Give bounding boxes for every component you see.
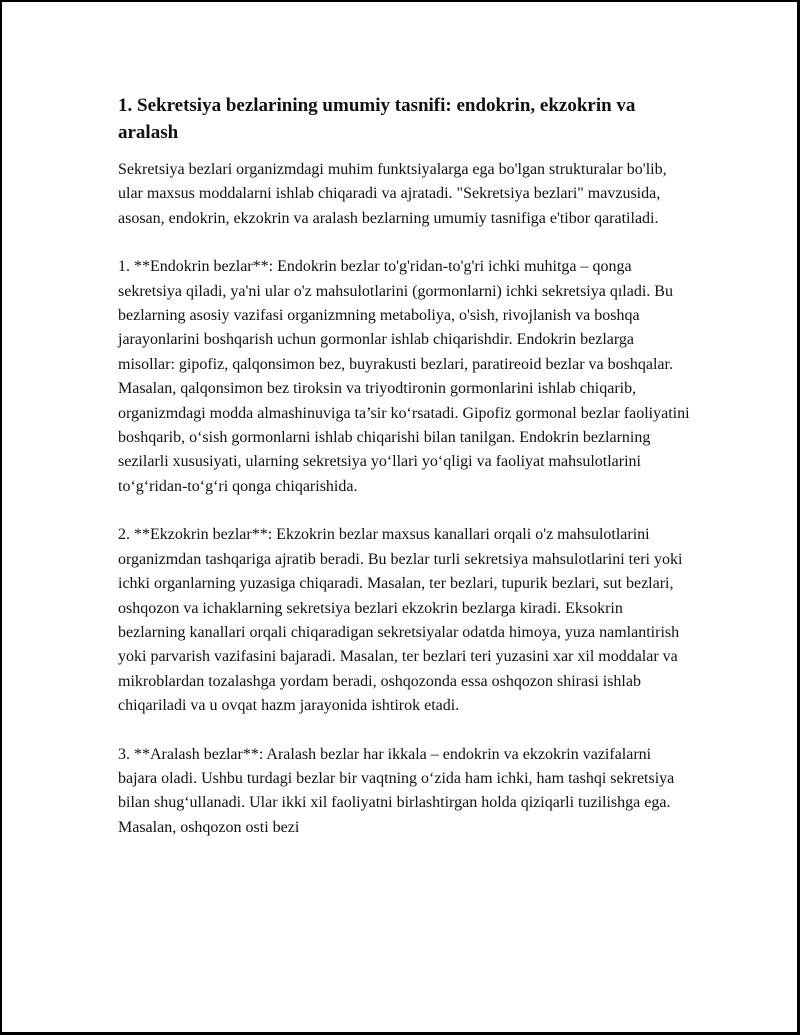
section-title: 1. Sekretsiya bezlarining umumiy tasnifi: endokrin, ekzokrin va aralash: [118, 95, 636, 143]
mixed-glands-paragraph: 3. **Aralash bezlar**: Aralash bezlar har ikkala – endokrin va ekzokrin vazifalarni bajara oladi. Ushbu turdagi bezlar bir vaqtning o‘zida ham ichki, ham tashqi sekretsiya bilan shug‘ullanadi. Ular ikki xil faoliyatni birlashtirgan holda qiziqarli tuzilishga ega. Masalan, oshqozon osti bezi: [118, 745, 675, 836]
document-body: [118, 92, 693, 864]
intro-paragraph: Sekretsiya bezlari organizmdagi muhim funktsiyalarga ega bo'lgan strukturalar bo'lib, ular maxsus moddalarni ishlab chiqaradi va ajratadi. "Sekretsiya bezlari" mavzusida, asosan, endokrin, ekzokrin va aralash bezlarning umumiy tasnifiga e'tibor qaratiladi.: [118, 161, 667, 227]
exocrine-paragraph: 2. **Ekzokrin bezlar**: Ekzokrin bezlar maxsus kanallari orqali o'z mahsulotlarini organizmdan tashqariga ajratib beradi. Bu bezlar turli sekretsiya mahsulotlarini teri yoki ichki organlarning yuzasiga chiqaradi. Masalan, ter bezlari, tupurik bezlari, sut bezlari, oshqozon va ichaklarning sekretsiya bezlari ekzokrin bezlarga kiradi. Eksokrin bezlarning kanallari orqali chiqaradigan sekretsiyalar odatda himoya, yuza namlantirish yoki parvarish vazifasini bajaradi. Masalan, ter bezlari teri yuzasini xar xil moddalar va mikroblardan tozalashga yordam beradi, oshqozonda essa oshqozon shirasi ishlab chiqariladi va u ovqat hazm jarayonida ishtirok etadi.: [118, 526, 683, 715]
endocrine-paragraph: 1. **Endokrin bezlar**: Endokrin bezlar to'g'ridan-to'g'ri ichki muhitga – qonga sekretsiya qiladi, ya'ni ular o'z mahsulotlarini (gormonlarni) ichki sekretsiya qıladi. Bu bezlarning asosiy vazifasi organizmning metaboliya, o'sish, rivojlanish va boshqa jarayonlarini boshqarish uchun gormonlar ishlab chiqarishdir. Endokrin bezlarga misollar: gipofiz, qalqonsimon bez, buyrakusti bezlari, paratireoid bezlar va boshqalar. Masalan, qalqonsimon bez tiroksin va triyodtironin gormonlarini ishlab chiqarib, organizmdagi modda almashinuviga ta’sir ko‘rsatadi. Gipofiz gormonal bezlar faoliyatini boshqarib, o‘sish gormonlarni ishlab chiqarishi bilan tanilgan. Endokrin bezlarning sezilarli xususiyati, ularning sekretsiya yo‘llari yo‘qligi va faoliyat mahsulotlarini to‘g‘ridan-to‘g‘ri qonga chiqarishida.: [118, 258, 690, 495]
